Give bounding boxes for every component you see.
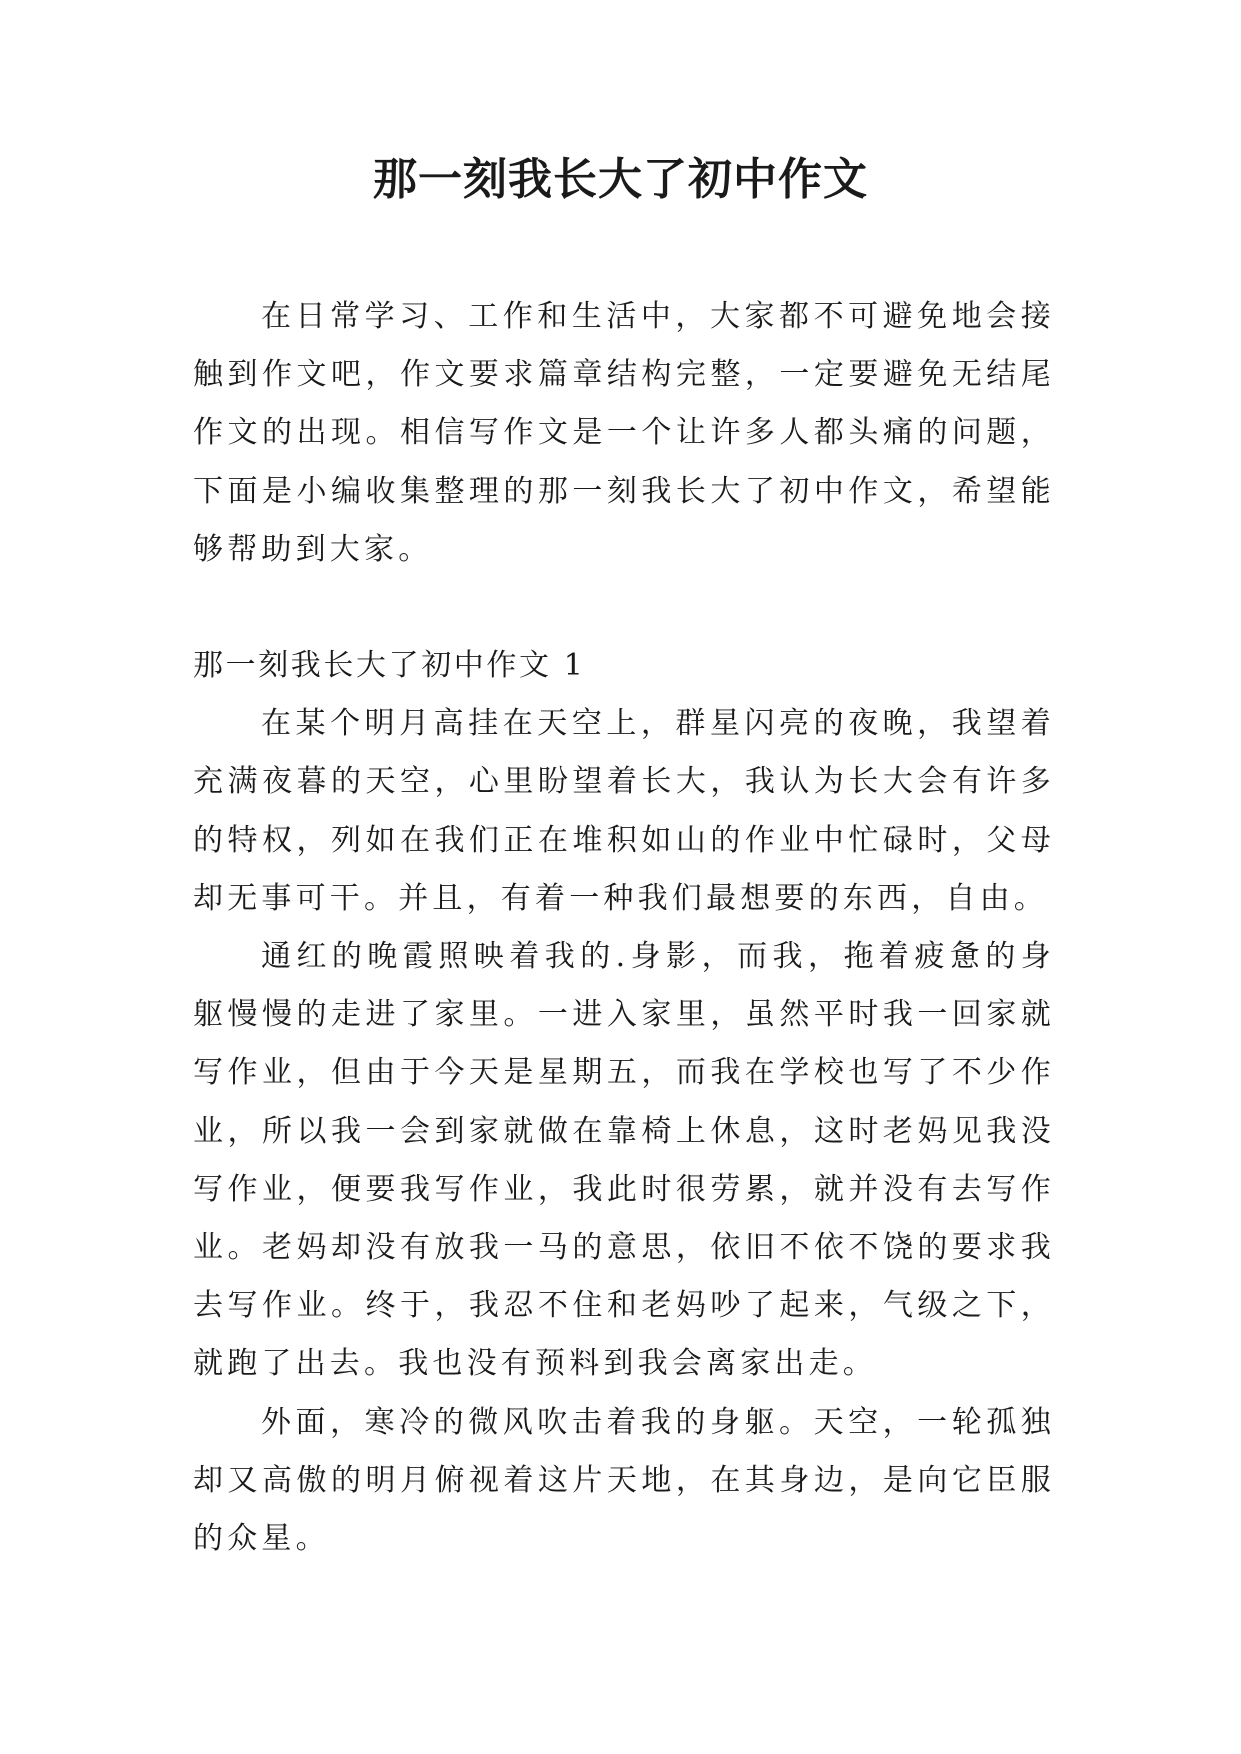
section-heading: 那一刻我长大了初中作文 1: [193, 648, 586, 684]
body-paragraph-2: 通红的晚霞照映着我的.身影，而我，拖着疲惫的身躯慢慢的走进了家里。一进入家里，虽然平时我一回家就写作业，但由于今天是星期五，而我在学校也写了不少作业，所以我一会到家就做在靠椅上休息，这时老妈见我没写作业，便要我写作业，我此时很劳累，就并没有去写作业。老妈却没有放我一马的意思，依旧不依不饶的要求我去写作业。终于，我忍不住和老妈吵了起来，气级之下，就跑了出去。我也没有预料到我会离家出走。: [193, 939, 1055, 1382]
body-paragraph-1: 在某个明月高挂在天空上，群星闪亮的夜晚，我望着充满夜暮的天空，心里盼望着长大，我认为长大会有许多的特权，列如在我们正在堆积如山的作业中忙碌时，父母却无事可干。并且，有着一种我们最想要的东西，自由。: [193, 706, 1055, 916]
document-body: [193, 288, 1055, 1568]
body-paragraph-3: 外面，寒冷的微风吹击着我的身躯。天空，一轮孤独却又高傲的明月俯视着这片天地，在其身边，是向它臣服的众星。: [193, 1404, 1055, 1557]
intro-paragraph: 在日常学习、工作和生活中，大家都不可避免地会接触到作文吧，作文要求篇章结构完整，一定要避免无结尾作文的出现。相信写作文是一个让许多人都头痛的问题，下面是小编收集整理的那一刻我长大了初中作文，希望能够帮助到大家。: [193, 299, 1055, 567]
document-title: 那一刻我长大了初中作文: [373, 154, 868, 205]
